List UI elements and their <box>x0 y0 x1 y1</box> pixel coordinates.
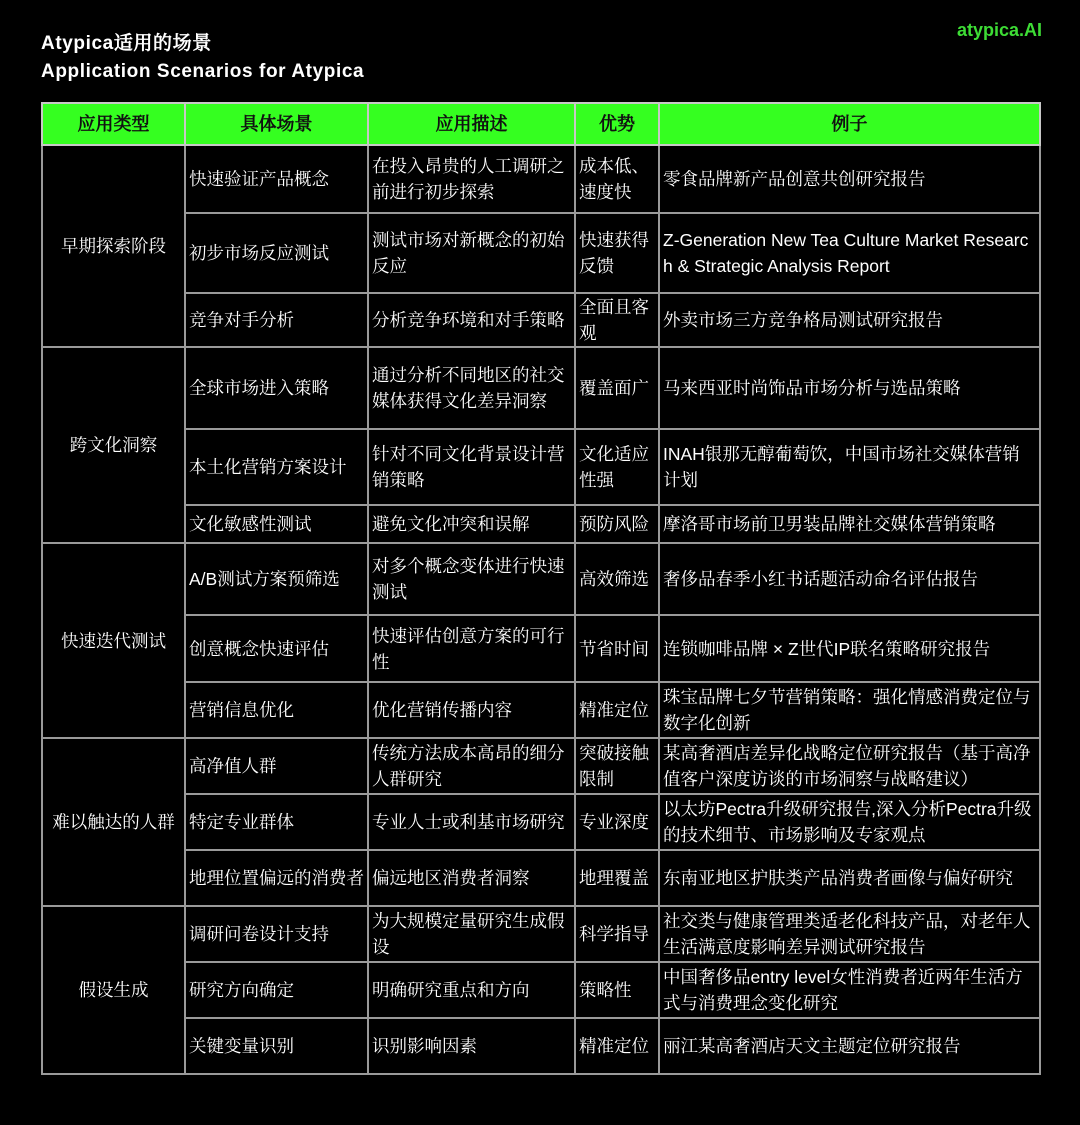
table-body <box>42 145 1040 1074</box>
cell-description: 专业人士或利基市场研究 <box>368 794 575 850</box>
cell-advantage: 精准定位 <box>575 1018 659 1074</box>
cell-application-type: 早期探索阶段 <box>42 145 185 347</box>
cell-example: 中国奢侈品entry level女性消费者近两年生活方式与消费理念变化研究 <box>659 962 1040 1018</box>
column-header-description: 应用描述 <box>368 103 575 145</box>
table-row <box>42 429 1040 505</box>
table-row <box>42 505 1040 543</box>
cell-advantage: 精准定位 <box>575 682 659 738</box>
cell-example: 东南亚地区护肤类产品消费者画像与偏好研究 <box>659 850 1040 906</box>
cell-application-type: 快速迭代测试 <box>42 543 185 738</box>
cell-scenario: 调研问卷设计支持 <box>185 906 368 962</box>
column-header-advantage: 优势 <box>575 103 659 145</box>
table-row <box>42 615 1040 682</box>
cell-scenario: 关键变量识别 <box>185 1018 368 1074</box>
cell-example: 珠宝品牌七夕节营销策略：强化情感消费定位与数字化创新 <box>659 682 1040 738</box>
scenarios-table <box>41 102 1041 1075</box>
table-row <box>42 543 1040 615</box>
table-row <box>42 1018 1040 1074</box>
cell-scenario: A/B测试方案预筛选 <box>185 543 368 615</box>
cell-description: 在投入昂贵的人工调研之前进行初步探索 <box>368 145 575 213</box>
cell-advantage: 科学指导 <box>575 906 659 962</box>
cell-example: 丽江某高奢酒店天文主题定位研究报告 <box>659 1018 1040 1074</box>
cell-example: Z-Generation New Tea Culture Market Research & Strategic Analysis Report <box>659 213 1040 293</box>
cell-description: 针对不同文化背景设计营销策略 <box>368 429 575 505</box>
cell-example: 连锁咖啡品牌 × Z世代IP联名策略研究报告 <box>659 615 1040 682</box>
cell-scenario: 初步市场反应测试 <box>185 213 368 293</box>
table-row <box>42 293 1040 347</box>
table-header-row <box>42 103 1040 145</box>
cell-description: 测试市场对新概念的初始反应 <box>368 213 575 293</box>
cell-advantage: 策略性 <box>575 962 659 1018</box>
cell-advantage: 地理覆盖 <box>575 850 659 906</box>
cell-advantage: 全面且客观 <box>575 293 659 347</box>
cell-application-type: 跨文化洞察 <box>42 347 185 543</box>
table-row <box>42 347 1040 429</box>
table-row <box>42 794 1040 850</box>
cell-scenario: 全球市场进入策略 <box>185 347 368 429</box>
cell-description: 识别影响因素 <box>368 1018 575 1074</box>
cell-advantage: 快速获得反馈 <box>575 213 659 293</box>
cell-example: 奢侈品春季小红书话题活动命名评估报告 <box>659 543 1040 615</box>
column-header-scenario: 具体场景 <box>185 103 368 145</box>
cell-advantage: 突破接触限制 <box>575 738 659 794</box>
table-row <box>42 682 1040 738</box>
page-title-en: Application Scenarios for Atypica <box>41 61 365 82</box>
cell-description: 快速评估创意方案的可行性 <box>368 615 575 682</box>
cell-example: 以太坊Pectra升级研究报告,深入分析Pectra升级的技术细节、市场影响及专家观点 <box>659 794 1040 850</box>
cell-description: 传统方法成本高昂的细分人群研究 <box>368 738 575 794</box>
cell-advantage: 覆盖面广 <box>575 347 659 429</box>
cell-description: 为大规模定量研究生成假设 <box>368 906 575 962</box>
cell-advantage: 专业深度 <box>575 794 659 850</box>
cell-advantage: 文化适应性强 <box>575 429 659 505</box>
cell-example: 外卖市场三方竞争格局测试研究报告 <box>659 293 1040 347</box>
cell-description: 避免文化冲突和误解 <box>368 505 575 543</box>
table-row <box>42 906 1040 962</box>
cell-advantage: 高效筛选 <box>575 543 659 615</box>
cell-scenario: 快速验证产品概念 <box>185 145 368 213</box>
cell-advantage: 节省时间 <box>575 615 659 682</box>
cell-description: 分析竞争环境和对手策略 <box>368 293 575 347</box>
cell-scenario: 本土化营销方案设计 <box>185 429 368 505</box>
cell-scenario: 地理位置偏远的消费者 <box>185 850 368 906</box>
table-row <box>42 850 1040 906</box>
page-title-cn: Atypica适用的场景 <box>41 33 212 54</box>
cell-scenario: 研究方向确定 <box>185 962 368 1018</box>
cell-scenario: 特定专业群体 <box>185 794 368 850</box>
column-header-type: 应用类型 <box>42 103 185 145</box>
cell-description: 通过分析不同地区的社交媒体获得文化差异洞察 <box>368 347 575 429</box>
cell-scenario: 文化敏感性测试 <box>185 505 368 543</box>
table-row <box>42 213 1040 293</box>
cell-application-type: 难以触达的人群 <box>42 738 185 906</box>
cell-advantage: 预防风险 <box>575 505 659 543</box>
cell-example: INAH银那无醇葡萄饮，中国市场社交媒体营销计划 <box>659 429 1040 505</box>
cell-scenario: 高净值人群 <box>185 738 368 794</box>
column-header-example: 例子 <box>659 103 1040 145</box>
cell-example: 马来西亚时尚饰品市场分析与选品策略 <box>659 347 1040 429</box>
cell-example: 某高奢酒店差异化战略定位研究报告（基于高净值客户深度访谈的市场洞察与战略建议） <box>659 738 1040 794</box>
cell-description: 对多个概念变体进行快速测试 <box>368 543 575 615</box>
brand-logo: atypica.AI <box>956 20 1042 40</box>
cell-advantage: 成本低、速度快 <box>575 145 659 213</box>
cell-description: 优化营销传播内容 <box>368 682 575 738</box>
cell-example: 零食品牌新产品创意共创研究报告 <box>659 145 1040 213</box>
cell-example: 社交类与健康管理类适老化科技产品，对老年人生活满意度影响差异测试研究报告 <box>659 906 1040 962</box>
table-row <box>42 145 1040 213</box>
cell-scenario: 创意概念快速评估 <box>185 615 368 682</box>
cell-scenario: 竞争对手分析 <box>185 293 368 347</box>
cell-description: 明确研究重点和方向 <box>368 962 575 1018</box>
cell-example: 摩洛哥市场前卫男装品牌社交媒体营销策略 <box>659 505 1040 543</box>
table-row <box>42 962 1040 1018</box>
cell-description: 偏远地区消费者洞察 <box>368 850 575 906</box>
cell-scenario: 营销信息优化 <box>185 682 368 738</box>
title-block <box>41 30 364 86</box>
cell-application-type: 假设生成 <box>42 906 185 1074</box>
table-row <box>42 738 1040 794</box>
